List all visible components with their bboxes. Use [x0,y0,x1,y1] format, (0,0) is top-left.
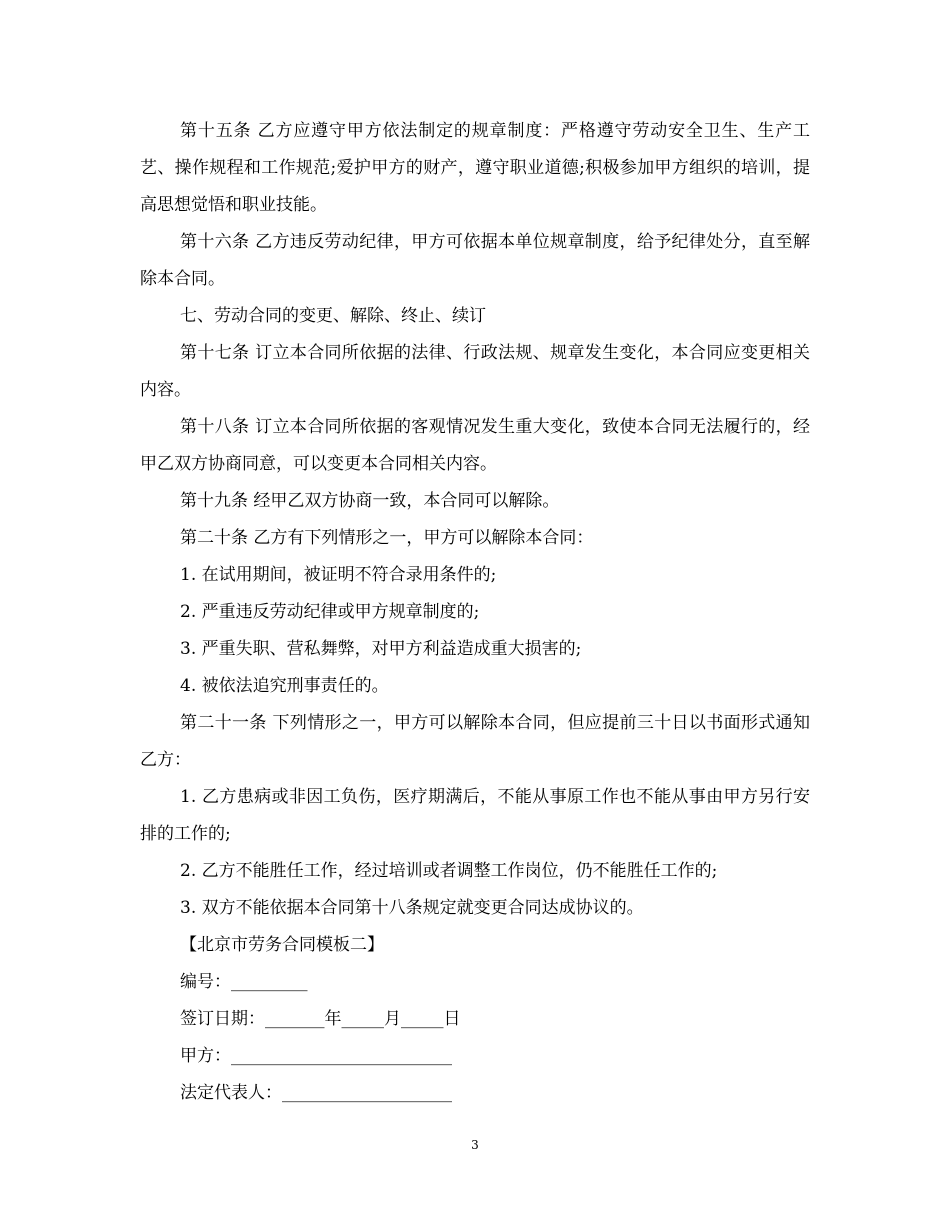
clause-21-item-2: 2. 乙方不能胜任工作，经过培训或者调整工作岗位，仍不能胜任工作的; [180,861,718,881]
clause-21-item-1: 1. 乙方患病或非因工负伤，医疗期满后，不能从事原工作也不能从事由甲方另行安排的工作的; [140,787,810,844]
clause-16: 第十六条 乙方违反劳动纪律，甲方可依据本单位规章制度，给予纪律处分，直至解除本合同。 [140,232,810,289]
clause-20-item-4: 4. 被依法追究刑事责任的。 [180,676,389,696]
template-two-heading: 【北京市劳务合同模板二】 [180,935,384,955]
clause-20-item-3: 3. 严重失职、营私舞弊，对甲方利益造成重大损害的; [180,639,582,659]
clause-20-item-1: 1. 在试用期间，被证明不符合录用条件的; [180,565,497,585]
section-heading-7: 七、劳动合同的变更、解除、终止、续订 [180,306,486,326]
party-a-line: 甲方：__________________________ [180,1046,452,1066]
clause-20: 第二十条 乙方有下列情形之一，甲方可以解除本合同： [180,528,594,548]
clause-17: 第十七条 订立本合同所依据的法律、行政法规、规章发生变化，本合同应变更相关内容。 [140,343,810,400]
document-body [140,113,810,1112]
clause-15: 第十五条 乙方应遵守甲方依法制定的规章制度：严格遵守劳动安全卫生、生产工艺、操作规程和工作规范;爱护甲方的财产，遵守职业道德;积极参加甲方组织的培训，提高思想觉悟和职业技能。 [140,121,810,215]
page-number: 3 [471,1138,479,1152]
clause-18: 第十八条 订立本合同所依据的客观情况发生重大变化，致使本合同无法履行的，经甲乙双方协商同意，可以变更本合同相关内容。 [140,417,810,474]
legal-representative-line: 法定代表人：____________________ [180,1083,452,1103]
signing-date-line: 签订日期：_______年_____月_____日 [180,1009,461,1029]
clause-21-item-3: 3. 双方不能依据本合同第十八条规定就变更合同达成协议的。 [180,898,644,918]
clause-20-item-2: 2. 严重违反劳动纪律或甲方规章制度的; [180,602,480,622]
contract-number-line: 编号：_________ [180,972,308,992]
clause-21: 第二十一条 下列情形之一，甲方可以解除本合同，但应提前三十日以书面形式通知乙方： [140,713,810,770]
clause-19: 第十九条 经甲乙双方协商一致，本合同可以解除。 [180,491,560,511]
